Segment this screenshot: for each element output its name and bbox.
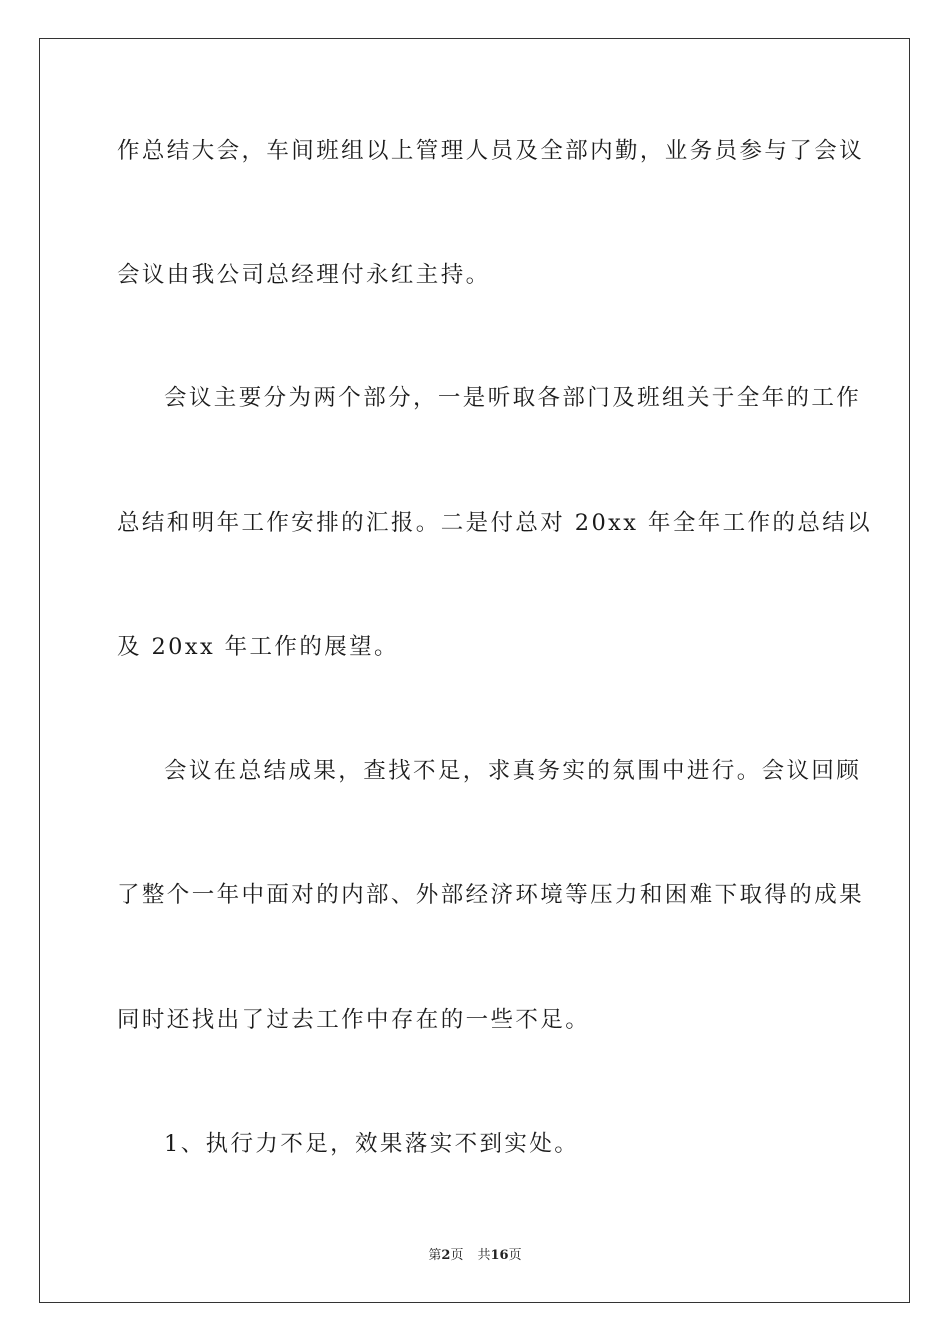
paragraph-line-3: 会议主要分为两个部分，一是听取各部门及班组关于全年的工作 <box>164 385 862 411</box>
paragraph-line-1: 作总结大会，车间班组以上管理人员及全部内勤，业务员参与了会议 <box>117 138 865 164</box>
current-page-number: 2 <box>441 1248 451 1263</box>
paragraph-line-6: 会议在总结成果，查找不足，求真务实的氛围中进行。会议回顾 <box>164 758 862 784</box>
paragraph-line-2: 会议由我公司总经理付永红主持。 <box>117 262 491 288</box>
paragraph-line-7: 了整个一年中面对的内部、外部经济环境等压力和困难下取得的成果 <box>117 882 865 908</box>
list-item-1: 1、执行力不足，效果落实不到实处。 <box>164 1131 580 1157</box>
paragraph-line-4: 总结和明年工作安排的汇报。二是付总对 20xx 年全年工作的总结以 <box>117 510 873 536</box>
page-label-suffix: 页 <box>450 1248 464 1263</box>
page-footer <box>0 1247 950 1265</box>
page-frame <box>39 38 910 1303</box>
total-label-prefix: 共 <box>477 1248 491 1263</box>
paragraph-line-5: 及 20xx 年工作的展望。 <box>117 634 399 660</box>
paragraph-line-8: 同时还找出了过去工作中存在的一些不足。 <box>117 1007 591 1033</box>
total-label-suffix: 页 <box>508 1248 522 1263</box>
total-page-number: 16 <box>490 1248 509 1263</box>
page-label-prefix: 第 <box>428 1248 442 1263</box>
